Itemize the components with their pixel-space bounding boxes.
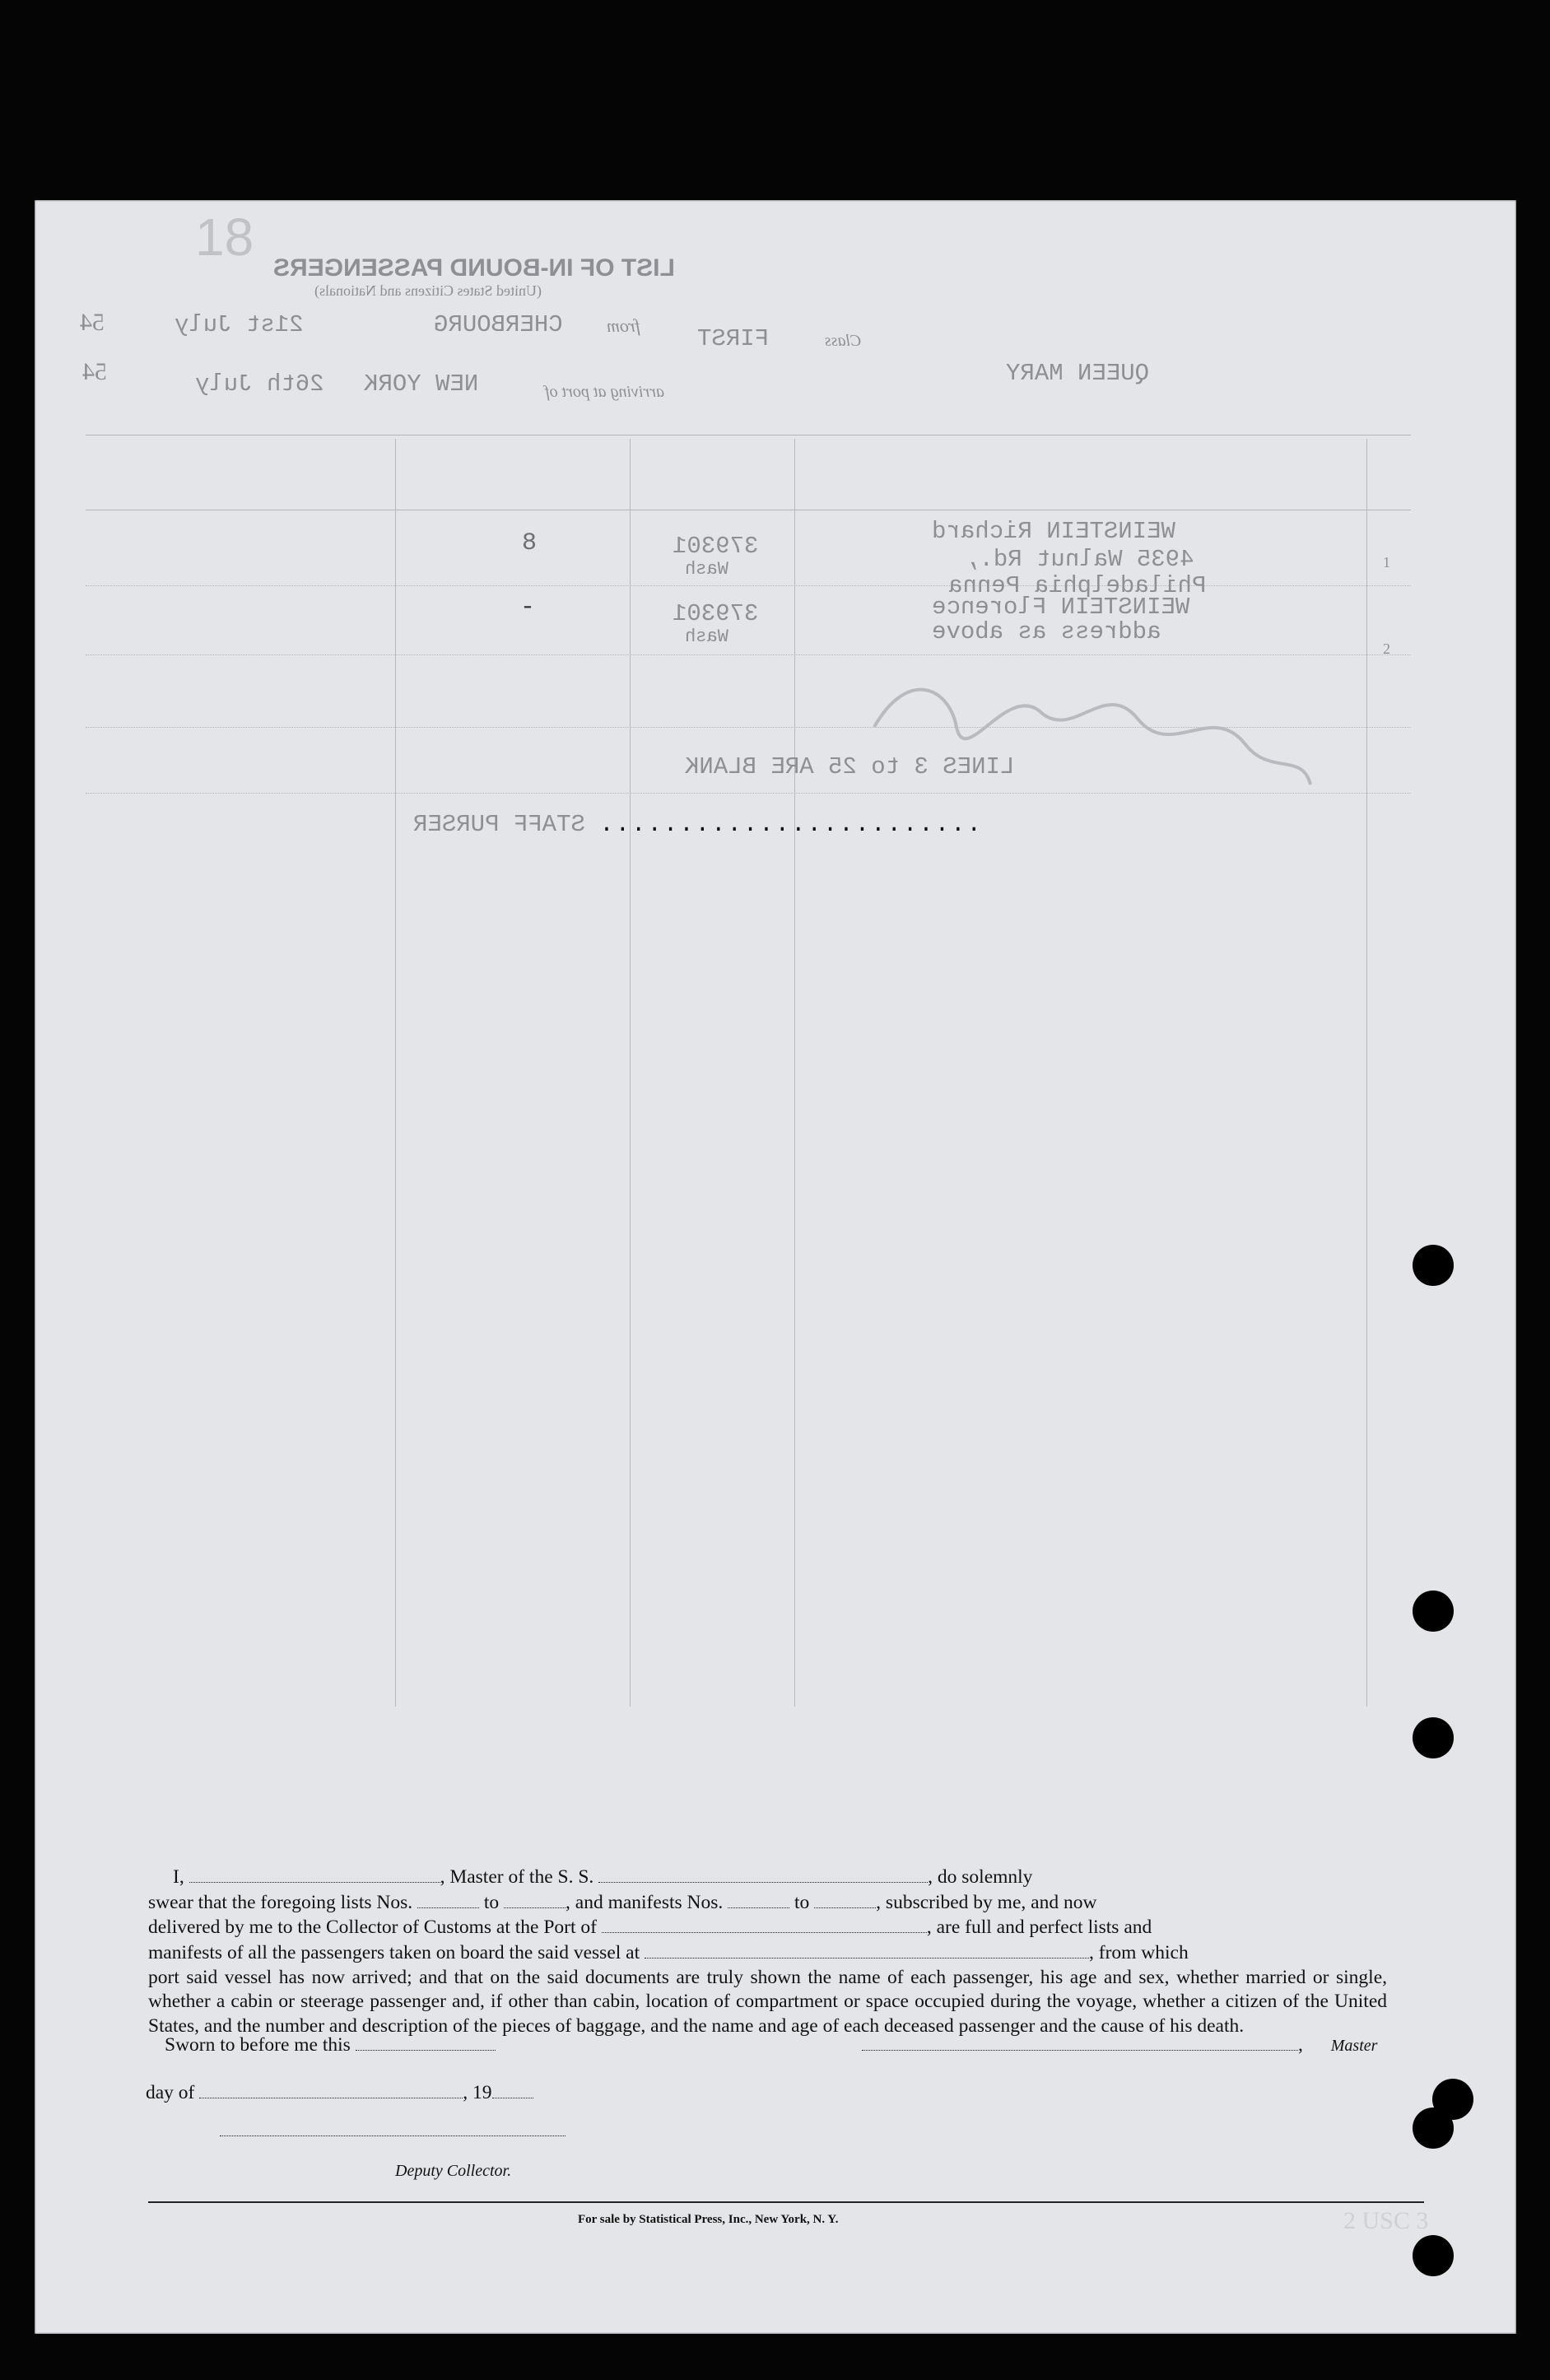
list-title: LIST OF IN-BOUND PASSENGERS: [273, 254, 675, 282]
column-divider-4: [1366, 439, 1367, 1707]
column-divider-3: [794, 439, 795, 1707]
punch-hole-6: [1413, 1245, 1454, 1286]
punch-hole-11: [1413, 2235, 1454, 2276]
arrival-year: 54: [82, 358, 107, 385]
from-label: from: [607, 315, 640, 336]
entry-2-name: WEINSTEIN Florence: [932, 594, 1190, 621]
blank-lines-note: LINES 3 to 25 ARE BLANK: [685, 753, 1015, 780]
line-number-1: 1: [1383, 554, 1390, 571]
departure-year: 54: [80, 309, 105, 336]
arriving-label: arriving at port of: [545, 383, 665, 401]
entry-1-baggage: 8: [522, 529, 538, 557]
row-rule: [86, 585, 1411, 586]
oath-paragraph: I, , Master of the S. S. , do solemnly swear that the foregoing lists Nos. to , and manifests Nos. to , subscribed by me, and now delivered by me to the Collector of Customs at the Port of , are full and perfect lists and manifests of all the passengers taken on board the said vessel at , from which port said vessel has now arrived; and that on the said documents are truly shown the name of each passenger, his age and sex, whether married or single, whether a cabin or steerage passenger and, if other than cabin, location of compartment or space occupied during the voyage, whether a citizen of the United States, and the number and description of the pieces of baggage, and the name and age of each deceased passenger and the cause of his death.: [148, 1865, 1387, 2038]
entry-2-address: address as above: [932, 618, 1161, 645]
margin-stamp: 2 USC 3: [1343, 2207, 1429, 2234]
list-number: 18: [195, 207, 254, 267]
entry-1-city: Philadelphia Penna: [948, 572, 1207, 599]
punch-hole-8: [1413, 1717, 1454, 1758]
entry-1-passport: 379301: [673, 533, 759, 560]
master-line: , Master: [862, 2033, 1377, 2056]
arrival-day: 26th July: [195, 370, 324, 398]
printer-credit: For sale by Statistical Press, Inc., New York, N. Y.: [578, 2213, 839, 2226]
entry-1-passport-note: Wash: [685, 559, 728, 580]
arrival-port: NEW YORK: [364, 370, 479, 398]
manifest-page: [35, 200, 1516, 2334]
entry-1-name: WEINSTEIN Richard: [932, 518, 1175, 545]
class-label: Class: [825, 332, 862, 350]
entry-2-passport: 379301: [673, 600, 759, 627]
footer-rule: [148, 2201, 1424, 2203]
day-of-line: day of , 19: [146, 2080, 533, 2104]
column-divider-2: [630, 439, 631, 1707]
deputy-signature-line: [220, 2118, 566, 2142]
entry-2-baggage: -: [520, 594, 536, 622]
deputy-collector-label: Deputy Collector.: [395, 2162, 512, 2180]
entry-2-passport-note: Wash: [685, 626, 728, 647]
entry-1-address: 4935 Walnut Rd.,: [965, 546, 1194, 573]
staff-purser: STAFF PURSER ........................: [413, 811, 983, 838]
column-divider-1: [395, 439, 396, 1707]
line-number-2: 2: [1383, 640, 1390, 657]
punch-hole-7: [1413, 1591, 1454, 1632]
punch-hole-10: [1413, 2108, 1454, 2149]
departure-port: CHERBOURG: [434, 311, 563, 338]
vessel-name: QUEEN MARY: [1006, 360, 1150, 387]
list-subtitle: (United States Citizens and Nationals): [314, 282, 542, 299]
class-value: FIRST: [697, 325, 770, 352]
departure-day: 21st July: [175, 311, 304, 338]
sworn-line: Sworn to before me this: [165, 2033, 496, 2056]
